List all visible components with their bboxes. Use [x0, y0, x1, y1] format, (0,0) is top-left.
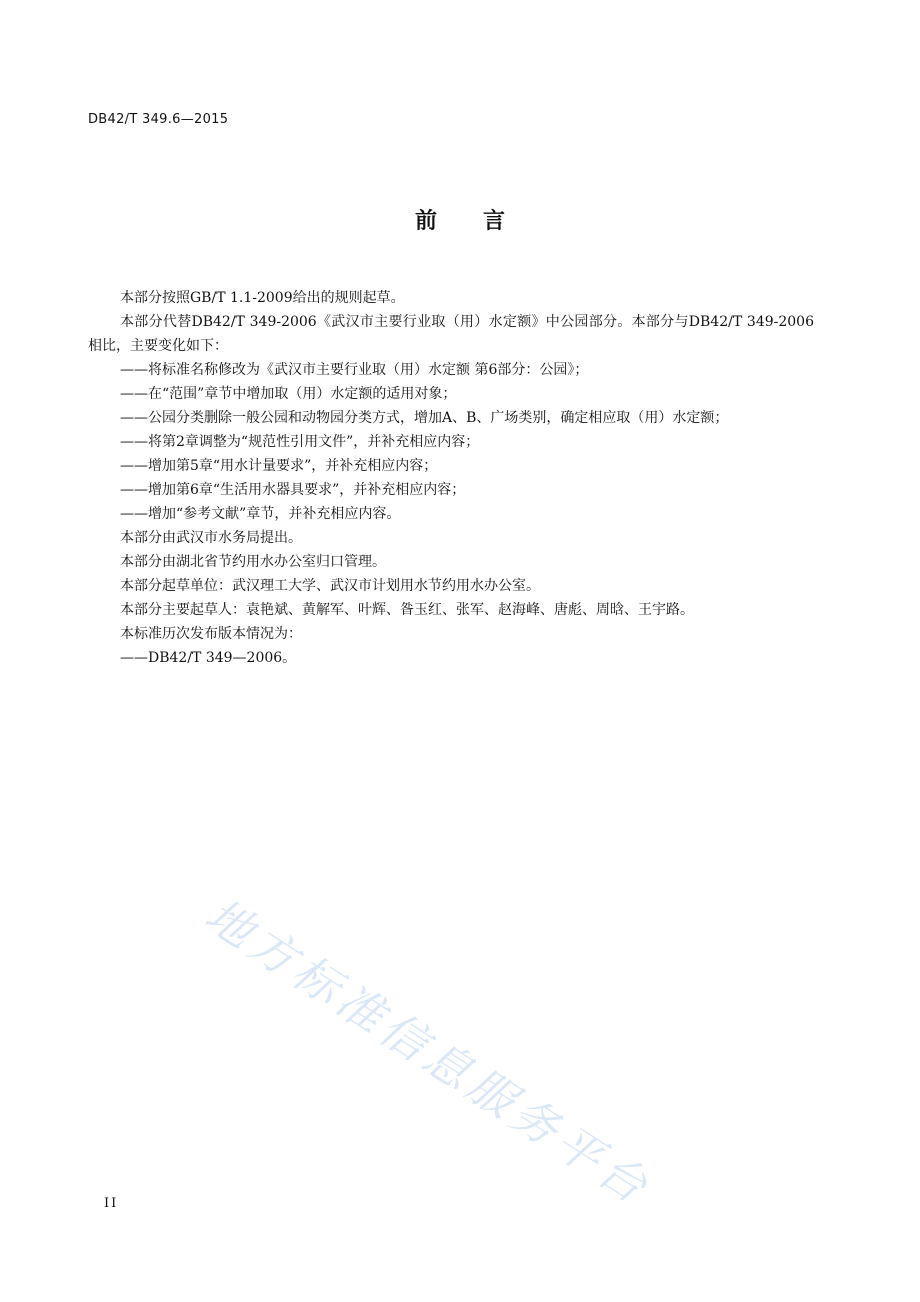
- paragraph: ——公园分类删除一般公园和动物园分类方式，增加A、B、广场类别，确定相应取（用）水定额；: [120, 410, 729, 426]
- paragraph: ——增加第6章“生活用水器具要求”，并补充相应内容；: [120, 482, 466, 498]
- watermark: 地方标准信息服务平台: [195, 887, 662, 1217]
- paragraph: 本标准历次发布版本情况为：: [120, 626, 302, 642]
- paragraph: 本部分代替DB42/T 349-2006《武汉市主要行业取（用）水定额》中公园部分。本部分与DB42/T 349-2006相比，主要变化如下：: [88, 314, 814, 354]
- page-number: II: [104, 1196, 119, 1211]
- paragraph: 本部分主要起草人：袁艳斌、黄解军、叶辉、昝玉红、张军、赵海峰、唐彪、周晗、王宇路。: [120, 602, 694, 618]
- page-title: 前言: [414, 209, 551, 234]
- paragraph: ——将第2章调整为“规范性引用文件”，并补充相应内容；: [120, 434, 480, 450]
- paragraph: ——增加“参考文献”章节，并补充相应内容。: [120, 506, 401, 522]
- standard-code: DB42/T 349.6—2015: [88, 112, 229, 127]
- paragraph: ——将标准名称修改为《武汉市主要行业取（用）水定额 第6部分：公园》；: [120, 362, 589, 378]
- paragraph: 本部分由湖北省节约用水办公室归口管理。: [120, 554, 386, 570]
- paragraph: 本部分起草单位：武汉理工大学、武汉市计划用水节约用水办公室。: [120, 578, 540, 594]
- paragraph: ——在“范围”章节中增加取（用）水定额的适用对象；: [120, 386, 457, 402]
- document-body: [88, 286, 814, 670]
- paragraph: ——DB42/T 349—2006。: [120, 650, 297, 666]
- paragraph: 本部分按照GB/T 1.1-2009给出的规则起草。: [120, 290, 405, 306]
- paragraph: 本部分由武汉市水务局提出。: [120, 530, 302, 546]
- paragraph: ——增加第5章“用水计量要求”，并补充相应内容；: [120, 458, 438, 474]
